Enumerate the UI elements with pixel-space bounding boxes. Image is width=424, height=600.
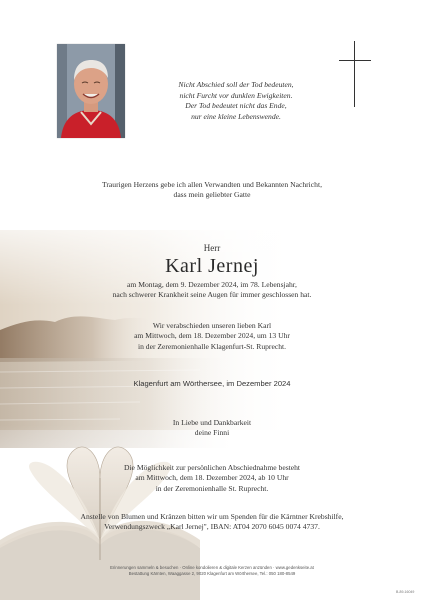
intro-text (0, 180, 424, 201)
portrait-illustration (57, 44, 125, 138)
signature (0, 418, 424, 439)
donation-line: Anstelle von Blumen und Kränzen bitten wir um Spenden für die Kärntner Krebshilfe, (80, 512, 344, 521)
cross-horizontal-bar (339, 60, 371, 61)
intro-line: Traurigen Herzens gebe ich allen Verwandten und Bekannten Nachricht, (102, 180, 322, 189)
death-notice-line: nach schwerer Krankheit seine Augen für immer geschlossen hat. (112, 290, 312, 300)
footer-line: Erinnerungen sammeln & besuchen · Online kondolieren & digitale Kerzen anzünden · www.gedenkseite.at (110, 565, 314, 570)
footer (0, 565, 424, 577)
deceased-name: Karl Jernej (165, 255, 259, 277)
viewing-info (0, 463, 424, 494)
donation-line: Verwendungszweck „Karl Jernej", IBAN: AT04 2070 6045 0074 4737. (104, 522, 320, 532)
cross-vertical-bar (354, 41, 355, 107)
viewing-line: in der Zeremonienhalle St. Ruprecht. (155, 483, 269, 493)
portrait-photo (57, 44, 125, 138)
salutation: Herr (203, 243, 221, 253)
viewing-line: am Mittwoch, dem 18. Dezember 2024, ab 10 Uhr (135, 473, 289, 483)
farewell-line: am Mittwoch, dem 18. Dezember 2024, um 13 Uhr (134, 331, 290, 341)
place-date: Klagenfurt am Wörthersee, im Dezember 2024 (133, 379, 291, 388)
viewing-line: Die Möglichkeit zur persönlichen Abschiednahme besteht (123, 463, 301, 472)
memorial-quote (136, 80, 336, 122)
farewell-line: Wir verabschieden unseren lieben Karl (152, 321, 272, 330)
quote-line: nur eine kleine Lebenswende. (191, 111, 281, 121)
intro-line: dass mein geliebter Gatte (173, 190, 251, 200)
quote-line: Nicht Abschied soll der Tod bedeuten, (178, 80, 294, 89)
document-code: B-89-16049 (396, 590, 415, 594)
footer-line: Bestattung Kärnten, Waaggasse 2, 9020 Klagenfurt am Wörthersee, Tel.: 050 180-8549 (128, 571, 296, 576)
death-notice-line: am Montag, dem 9. Dezember 2024, im 78. Lebensjahr, (127, 280, 297, 289)
death-notice (0, 280, 424, 301)
farewell-ceremony (0, 321, 424, 352)
quote-line: nicht Furcht vor dunklen Ewigkeiten. (179, 90, 293, 100)
farewell-line: in der Zeremonienhalle Klagenfurt-St. Ruprecht. (137, 341, 287, 351)
quote-line: Der Tod bedeutet nicht das Ende, (185, 101, 287, 111)
signature-line: In Liebe und Dankbarkeit (172, 418, 252, 427)
signature-line: deine Finni (194, 428, 230, 438)
donation-request (0, 512, 424, 533)
latin-cross-icon (339, 41, 371, 107)
